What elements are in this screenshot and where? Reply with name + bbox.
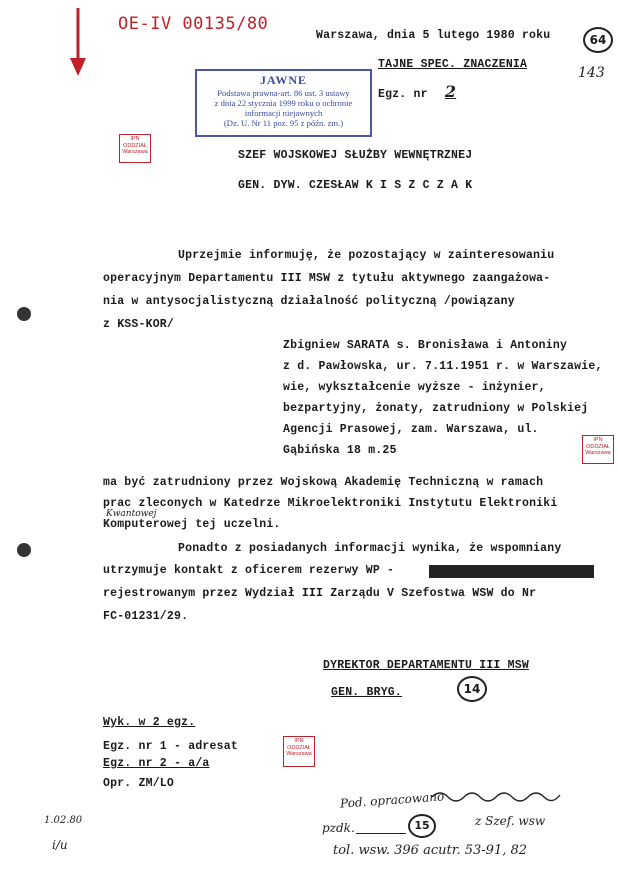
ipn-stamp-line: ODDZIAŁ — [123, 142, 147, 149]
handnote-circle — [408, 814, 436, 838]
signature-title: DYREKTOR DEPARTAMENTU III MSW — [323, 659, 529, 672]
handnote-prefix: pzdk. — [322, 821, 355, 835]
person-line: Gąbińska 18 m.25 — [283, 444, 397, 457]
place-date: Warszawa, dnia 5 lutego 1980 roku — [316, 29, 551, 42]
person-line: wie, wykształcenie wyższe - inżynier, — [283, 381, 546, 394]
ipn-stamp-line: IPN — [130, 136, 140, 142]
signature-circle — [457, 676, 487, 702]
person-line: z d. Pawłowska, ur. 7.11.1951 r. w Warszawie, — [283, 360, 603, 373]
ipn-stamp-line: IPN — [593, 437, 603, 443]
ipn-stamp — [283, 736, 315, 767]
person-line: bezpartyjny, żonaty, zatrudniony w Polskiej — [283, 402, 589, 415]
folio-number: 143 — [578, 65, 605, 81]
body-line: Uprzejmie informuję, że pozostający w zainteresowaniu — [178, 249, 555, 262]
signature-rank: GEN. BRYG. — [331, 686, 403, 699]
margin-note-2: i/u — [52, 838, 68, 852]
body-line: rejestrowanym przez Wydział III Zarządu V Szefostwa WSW do Nr — [103, 587, 537, 600]
addressee-line-1: SZEF WOJSKOWEJ SŁUŻBY WEWNĘTRZNEJ — [238, 149, 473, 162]
ipn-stamp — [582, 435, 614, 464]
distribution-made: Wyk. w 2 egz. — [103, 716, 196, 729]
body-line: operacyjnym Departamentu III MSW z tytułu aktywnego zaangażowa- — [103, 272, 551, 285]
body-line: Ponadto z posiadanych informacji wynika, że wspomniany — [178, 542, 562, 555]
person-line: Zbigniew SARATA s. Bronisława i Antoniny — [283, 339, 568, 352]
body-line: ma być zatrudniony przez Wojskową Akademię Techniczną w ramach — [103, 476, 544, 489]
body-line: FC-01231/29. — [103, 610, 189, 623]
ipn-stamp-line: Warszawa — [286, 751, 312, 757]
handnote-line — [356, 833, 406, 834]
distribution-copy-2: Egz. nr 2 - a/a — [103, 757, 210, 770]
handwritten-insert: Kwantowej — [106, 509, 157, 519]
stamp-line: informacji niejawnych — [244, 108, 323, 118]
handnote-3: tol. wsw. 396 acutr. 53-91, 82 — [333, 843, 528, 858]
declassification-stamp — [195, 69, 372, 137]
document-signature-code: OE-IV 00135/80 — [118, 14, 269, 34]
ipn-stamp-line: IPN — [294, 738, 304, 744]
classification: TAJNE SPEC. ZNACZENIA — [378, 58, 528, 71]
stamp-line: (Dz. U. Nr 11 poz. 95 z późn. zm.) — [223, 118, 344, 128]
stamp-line: Podstawa prawna-art. 86 ust. 3 ustawy — [217, 88, 350, 98]
body-line: prac zleconych w Katedrze Mikroelektroniki Instytutu Elektroniki — [103, 497, 558, 510]
handnote-2: z Szef. wsw — [475, 814, 546, 828]
body-line: nia w antysocjalistyczną działalność polityczną /powiązany — [103, 295, 515, 308]
ipn-stamp-line: ODDZIAŁ — [586, 443, 610, 450]
body-line: Komputerowej tej uczelni. — [103, 518, 281, 531]
body-line: z KSS-KOR/ — [103, 318, 175, 331]
copy-number-value: 2 — [444, 82, 457, 101]
ipn-stamp — [119, 134, 151, 163]
handnote-1: Pod. opracowano — [339, 789, 445, 811]
punch-hole — [17, 307, 31, 321]
red-arrow-icon — [68, 8, 88, 82]
folio-circle-number: 64 — [589, 33, 607, 47]
distribution-copy-1: Egz. nr 1 - adresat — [103, 740, 238, 753]
folio-circle — [583, 27, 613, 53]
copy-number-label: Egz. nr — [378, 88, 428, 101]
copy-number — [378, 82, 456, 101]
margin-note: 1.02.80 — [44, 815, 83, 826]
punch-hole — [17, 543, 31, 557]
ipn-stamp-line: Warszawa — [585, 450, 611, 456]
handnote-circle-number: 15 — [414, 819, 430, 832]
ipn-stamp-line: Warszawa — [122, 149, 148, 155]
ipn-stamp-line: ODDZIAŁ — [287, 744, 311, 751]
redaction-bar — [429, 565, 594, 578]
addressee-line-2: GEN. DYW. CZESŁAW K I S Z C Z A K — [238, 179, 473, 192]
person-line: Agencji Prasowej, zam. Warszawa, ul. — [283, 423, 539, 436]
handwritten-squiggle — [430, 787, 570, 803]
distribution-prepared: Opr. ZM/LO — [103, 777, 175, 790]
stamp-line: z dnia 22 stycznia 1999 roku o ochronie — [214, 98, 353, 108]
stamp-title: JAWNE — [259, 73, 307, 87]
body-line: utrzymuje kontakt z oficerem rezerwy WP - — [103, 564, 395, 577]
signature-circle-number: 14 — [463, 682, 481, 696]
